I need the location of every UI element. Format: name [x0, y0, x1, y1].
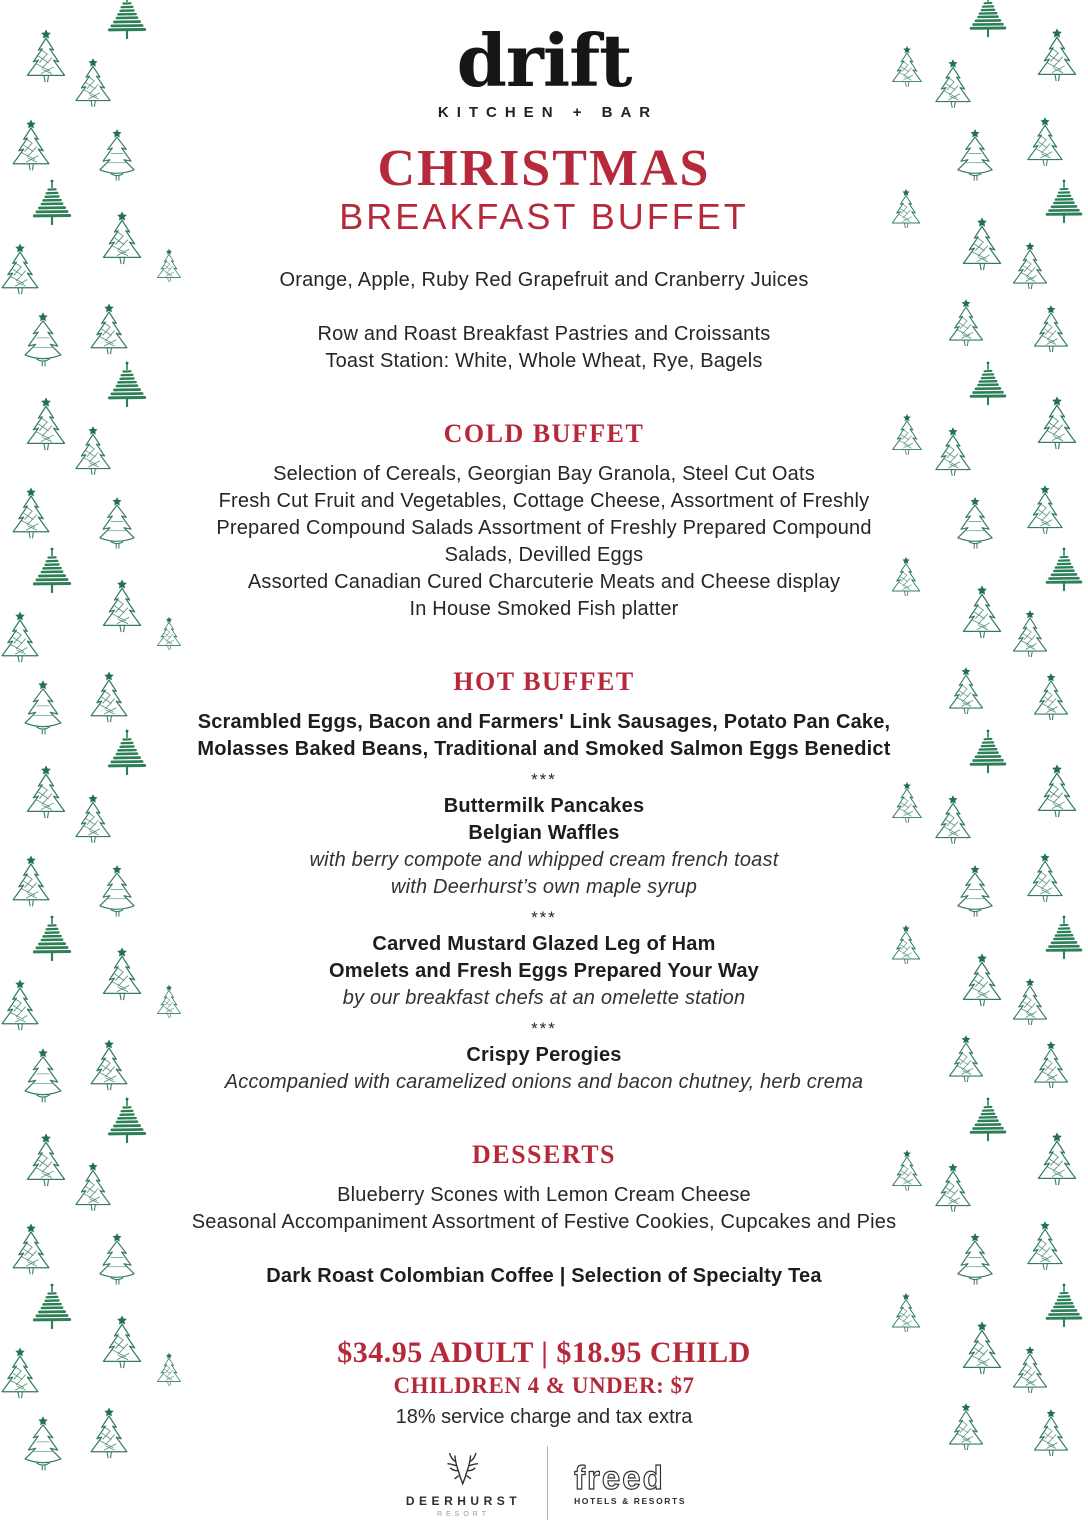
section-title-hot-buffet: HOT BUFFET	[453, 667, 635, 696]
price-children-under-4: CHILDREN 4 & UNDER: $7	[393, 1373, 695, 1398]
christmas-tree-icon	[928, 794, 978, 850]
christmas-tree-icon	[955, 216, 1009, 277]
menu-subtitle: BREAKFAST BUFFET	[339, 196, 749, 237]
christmas-tree-icon	[5, 486, 57, 545]
christmas-tree-icon	[1027, 1040, 1075, 1094]
menu-line: by our breakfast chefs at an omelette station	[342, 987, 746, 1009]
menu-line: Salads, Devilled Eggs	[444, 544, 644, 566]
christmas-tree-icon	[955, 952, 1009, 1013]
drift-logo: drift	[456, 18, 632, 103]
menu-line: Row and Roast Breakfast Pastries and Croissants	[317, 323, 771, 345]
section-title-desserts: DESSERTS	[471, 1140, 617, 1169]
christmas-tree-icon	[966, 360, 1010, 410]
christmas-tree-icon	[0, 242, 46, 301]
deerhurst-logo	[402, 1449, 521, 1518]
menu-line: Omelets and Fresh Eggs Prepared Your Way	[329, 960, 759, 982]
christmas-tree-icon	[1027, 1408, 1075, 1462]
christmas-tree-icon	[152, 248, 186, 286]
freed-logo	[574, 1458, 687, 1506]
christmas-tree-icon	[83, 302, 135, 361]
christmas-tree-icon	[95, 210, 149, 271]
christmas-tree-icon	[5, 118, 57, 177]
separator-stars: ***	[531, 770, 557, 789]
christmas-tree-icon	[942, 1034, 990, 1088]
separator-stars: ***	[531, 1019, 557, 1038]
christmas-tree-icon	[104, 1096, 150, 1148]
deerhurst-resort-label: RESORT	[436, 1510, 490, 1518]
menu-line: Molasses Baked Beans, Traditional and Smoked Salmon Eggs Benedict	[197, 738, 891, 760]
christmas-tree-icon	[942, 298, 990, 352]
christmas-tree-icon	[1006, 977, 1054, 1031]
christmas-tree-icon	[1027, 672, 1075, 726]
section-title-cold-buffet: COLD BUFFET	[443, 419, 645, 448]
christmas-tree-icon	[966, 728, 1010, 778]
christmas-tree-icon	[1042, 178, 1086, 228]
christmas-tree-icon	[95, 1314, 149, 1375]
hot-buffet-section	[184, 667, 904, 1096]
christmas-tree-icon	[29, 914, 75, 966]
christmas-tree-icon	[95, 578, 149, 639]
christmas-tree-icon	[950, 127, 1000, 183]
menu-line: Fresh Cut Fruit and Vegetables, Cottage Cheese, Assortment of Freshly	[218, 490, 870, 512]
christmas-tree-icon	[1020, 116, 1070, 172]
footer-divider	[547, 1446, 548, 1520]
menu-line: Seasonal Accompaniment Assortment of Festive Cookies, Cupcakes and Pies	[191, 1211, 897, 1233]
christmas-tree-icon	[68, 425, 118, 481]
service-charge-note: 18% service charge and tax extra	[395, 1406, 693, 1428]
christmas-tree-icon	[1006, 1345, 1054, 1399]
christmas-tree-icon	[0, 978, 46, 1037]
cold-buffet-section	[184, 419, 904, 623]
desserts-lines	[184, 1182, 904, 1290]
christmas-tree-icon	[29, 1282, 75, 1334]
christmas-tree-icon	[152, 984, 186, 1022]
christmas-tree-icon	[955, 584, 1009, 645]
brand-header	[184, 0, 904, 121]
christmas-tree-icon	[966, 1096, 1010, 1146]
menu-line: Buttermilk Pancakes	[443, 795, 645, 817]
menu-line: Dark Roast Colombian Coffee | Selection of Specialty Tea	[266, 1265, 822, 1287]
christmas-tree-icon	[1020, 484, 1070, 540]
christmas-tree-icon	[1006, 241, 1054, 295]
christmas-tree-icon	[1020, 1220, 1070, 1276]
christmas-tree-icon	[152, 616, 186, 654]
christmas-tree-icon	[29, 178, 75, 230]
christmas-tree-icon	[83, 1406, 135, 1465]
footer-logos	[184, 1446, 904, 1520]
christmas-tree-icon	[942, 1402, 990, 1456]
christmas-tree-icon	[928, 58, 978, 114]
christmas-tree-icon	[1030, 395, 1084, 456]
christmas-tree-icon	[17, 678, 69, 737]
christmas-tree-icon	[83, 670, 135, 729]
christmas-tree-icon	[19, 396, 73, 457]
menu-line: In House Smoked Fish platter	[409, 598, 679, 620]
christmas-tree-icon	[1042, 546, 1086, 596]
christmas-tree-icon	[950, 1231, 1000, 1287]
christmas-tree-icon	[928, 1162, 978, 1218]
christmas-tree-icon	[19, 1132, 73, 1193]
christmas-tree-icon	[5, 1222, 57, 1281]
freed-hotels-resorts-label: HOTELS & RESORTS	[574, 1495, 687, 1506]
desserts-section	[184, 1140, 904, 1290]
christmas-tree-icon	[950, 495, 1000, 551]
christmas-tree-icon	[1030, 763, 1084, 824]
pricing	[184, 1336, 904, 1430]
christmas-tree-icon	[1027, 304, 1075, 358]
hot-buffet-lines	[184, 709, 904, 1096]
menu-line: Accompanied with caramelized onions and bacon chutney, herb crema	[224, 1071, 864, 1093]
menu-line: Toast Station: White, Whole Wheat, Rye, Bagels	[325, 350, 763, 372]
christmas-tree-icon	[68, 1161, 118, 1217]
christmas-tree-icon	[92, 127, 142, 183]
christmas-tree-icon	[68, 793, 118, 849]
christmas-tree-icon	[955, 1320, 1009, 1381]
menu-line: Belgian Waffles	[468, 822, 620, 844]
menu-content	[184, 0, 904, 1520]
christmas-tree-icon	[19, 764, 73, 825]
deerhurst-name: DEERHURST	[405, 1493, 522, 1508]
christmas-tree-icon	[5, 854, 57, 913]
separator-stars: ***	[531, 908, 557, 927]
menu-line: with berry compote and whipped cream french toast	[309, 849, 779, 871]
christmas-tree-icon	[928, 426, 978, 482]
christmas-tree-icon	[92, 863, 142, 919]
christmas-tree-icon	[1006, 609, 1054, 663]
menu-line: Selection of Cereals, Georgian Bay Granola, Steel Cut Oats	[273, 463, 815, 485]
menu-line: Blueberry Scones with Lemon Cream Cheese	[337, 1184, 751, 1206]
christmas-tree-icon	[83, 1038, 135, 1097]
christmas-tree-icon	[0, 610, 46, 669]
christmas-tree-icon	[1042, 914, 1086, 964]
christmas-tree-icon	[1030, 1131, 1084, 1192]
line-spacer	[184, 294, 904, 321]
menu-line: Assorted Canadian Cured Charcuterie Meats and Cheese display	[247, 571, 841, 593]
christmas-tree-icon	[152, 1352, 186, 1390]
christmas-tree-icon	[19, 28, 73, 89]
menu-line: with Deerhurst’s own maple syrup	[390, 876, 698, 898]
line-spacer	[184, 1236, 904, 1263]
christmas-tree-icon	[1030, 27, 1084, 88]
christmas-tree-icon	[950, 863, 1000, 919]
christmas-tree-icon	[104, 0, 150, 44]
christmas-tree-icon	[17, 310, 69, 369]
christmas-tree-icon	[17, 1046, 69, 1105]
christmas-tree-icon	[0, 1346, 46, 1405]
christmas-tree-icon	[942, 666, 990, 720]
menu-line: Orange, Apple, Ruby Red Grapefruit and Cranberry Juices	[279, 269, 809, 291]
christmas-tree-icon	[95, 946, 149, 1007]
intro-section	[184, 267, 904, 375]
christmas-tree-icon	[966, 0, 1010, 42]
christmas-tree-icon	[1042, 1282, 1086, 1332]
tree-pattern-right	[900, 0, 1088, 1408]
freed-name: freed	[574, 1458, 665, 1496]
deer-antlers-icon	[435, 1449, 487, 1489]
menu-title: CHRISTMAS	[377, 140, 711, 197]
christmas-tree-icon	[92, 495, 142, 551]
drift-tagline: KITCHEN + BAR	[437, 104, 659, 121]
christmas-tree-icon	[104, 728, 150, 780]
christmas-tree-icon	[29, 546, 75, 598]
menu-line: Prepared Compound Salads Assortment of Freshly Prepared Compound	[216, 517, 872, 539]
christmas-tree-icon	[1020, 852, 1070, 908]
christmas-tree-icon	[92, 1231, 142, 1287]
menu-line: Scrambled Eggs, Bacon and Farmers' Link Sausages, Potato Pan Cake,	[197, 711, 891, 733]
menu-line: Carved Mustard Glazed Leg of Ham	[372, 933, 716, 955]
christmas-tree-icon	[104, 360, 150, 412]
intro-lines	[184, 267, 904, 375]
price-adult-child: $34.95 ADULT | $18.95 CHILD	[337, 1336, 751, 1369]
christmas-tree-icon	[17, 1414, 69, 1473]
christmas-tree-icon	[68, 57, 118, 113]
cold-buffet-lines	[184, 461, 904, 623]
tree-pattern-left	[0, 0, 188, 1408]
menu-line: Crispy Perogies	[466, 1044, 622, 1066]
